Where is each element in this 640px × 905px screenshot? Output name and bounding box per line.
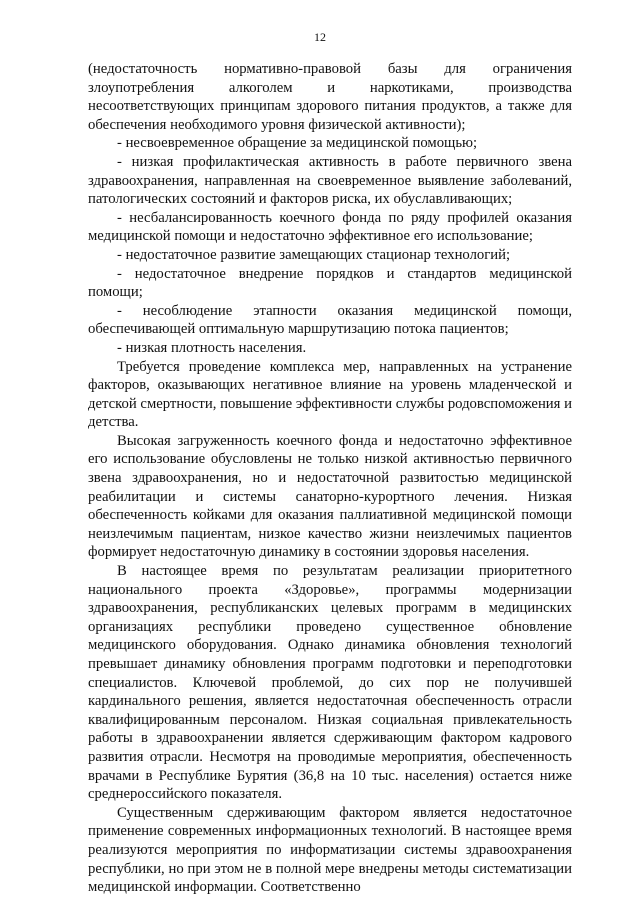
list-item-low-prevention-activity: - низкая профилактическая активность в работе первичного звена здравоохранения, направленная на своевременное выявление заболеваний, патологических состояний и факторов риска, их обуславливающих; <box>88 153 572 208</box>
list-item-replacement-technologies: - недостаточное развитие замещающих стационар технологий; <box>117 246 511 263</box>
list-item-late-medical-visit: - несвоевременное обращение за медицинской помощью; <box>117 135 478 152</box>
paragraph-intro-continuation: (недостаточность нормативно-правовой базы для ограничения злоупотребления алкоголем и наркотиками, производства несоответствующих принципам здорового питания продуктов, а также для обеспечения необходимого уровня физической активности); <box>88 61 572 133</box>
list-item-care-stages: - несоблюдение этапности оказания медицинской помощи, обеспечивающей оптимальную маршрутизацию потока пациентов; <box>88 302 572 338</box>
list-item-unbalanced-bed-fund: - несбалансированность коечного фонда по ряду профилей оказания медицинской помощи и недостаточно эффективное его использование; <box>88 209 572 245</box>
page-number: 12 <box>314 30 326 44</box>
paragraph-bed-fund-load: Высокая загруженность коечного фонда и недостаточно эффективное его использование обусловлены не только низкой активностью первичного звена здравоохранения, но и недостаточной развитостью медицинской реабилитации и системы санаторно-курортного лечения. Низкая обеспеченность койками для оказания паллиативной медицинской помощи неизлечимым пациентам, низкое качество жизни неизлечимых пациентов формирует недостаточную динамику в состоянии здоровья населения. <box>88 432 572 561</box>
document-body <box>88 60 572 897</box>
list-item-standards-implementation: - недостаточное внедрение порядков и стандартов медицинской помощи; <box>88 265 572 301</box>
list-item-population-density: - низкая плотность населения. <box>117 339 307 356</box>
paragraph-information-technologies: Существенным сдерживающим фактором является недостаточное применение современных информационных технологий. В настоящее время реализуются мероприятия по информатизации системы здравоохранения республики, но при этом не в полной мере внедрены методы систематизации медицинской информации. Соответственно <box>88 804 572 896</box>
paragraph-measures-required: Требуется проведение комплекса мер, направленных на устранение факторов, оказывающих негативное влияние на уровень младенческой и детской смертности, повышение эффективности службы родовспоможения и детства. <box>88 358 572 431</box>
paragraph-national-project: В настоящее время по результатам реализации приоритетного национального проекта «Здоровье», программы модернизации здравоохранения, республиканских целевых программ в медицинских организациях республики проведено существенное обновление медицинского оборудования. Однако динамика обновления технологий превышает динамику обновления программ подготовки и переподготовки специалистов. Ключевой проблемой, до сих пор не получившей кардинального решения, является недостаточная обеспеченность отрасли квалифицированным персоналом. Низкая социальная привлекательность работы в здравоохранении является сдерживающим фактором кадрового развития отрасли. Несмотря на проводимые мероприятия, обеспеченность врачами в Республике Бурятия (36,8 на 10 тыс. населения) остается ниже среднероссийского показателя. <box>88 563 572 803</box>
